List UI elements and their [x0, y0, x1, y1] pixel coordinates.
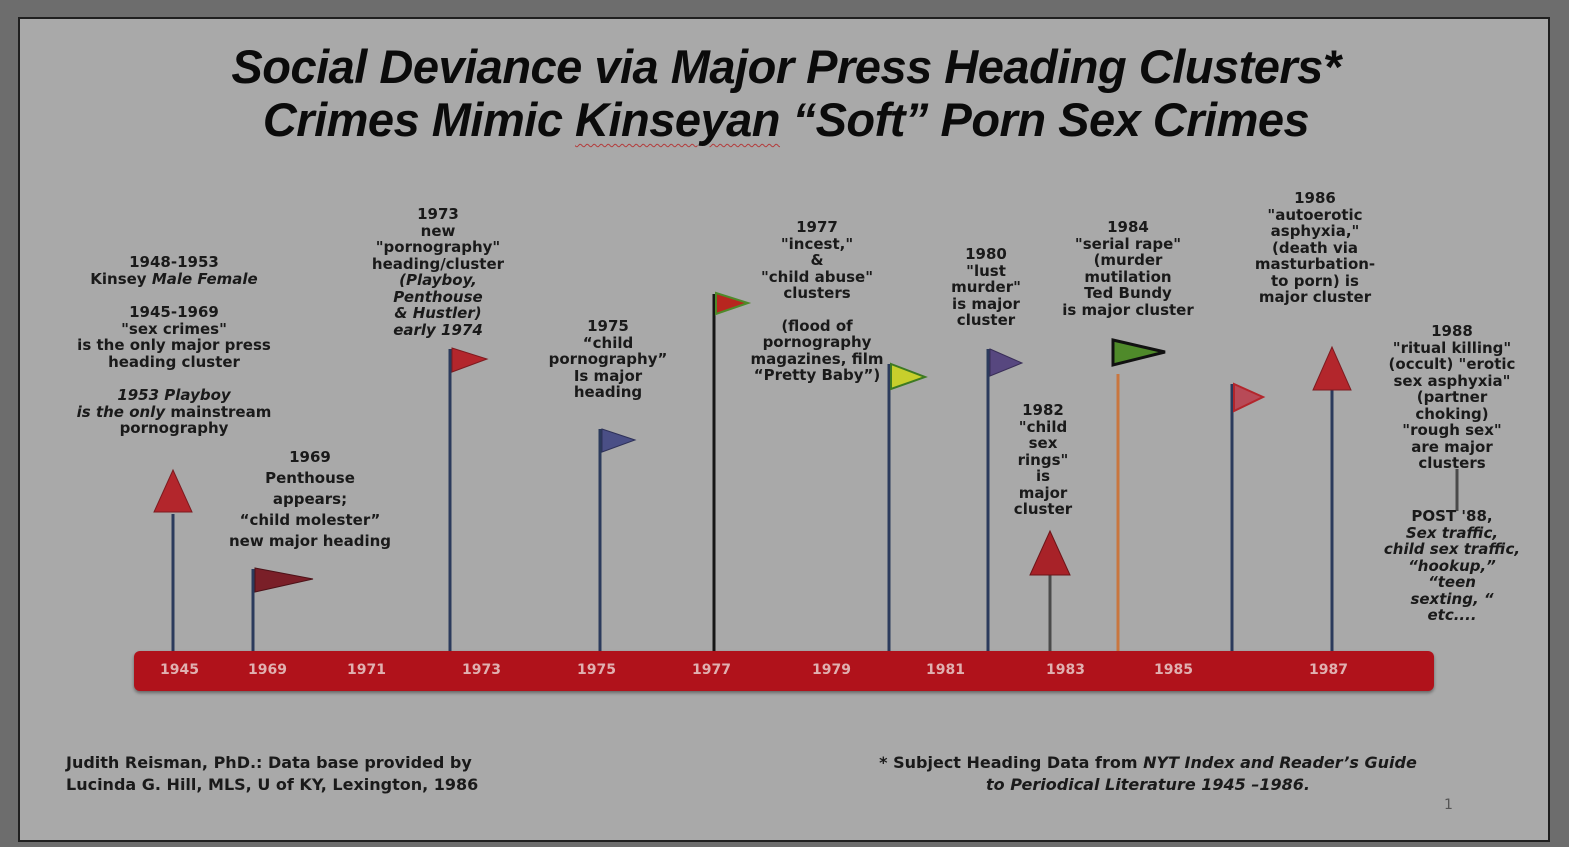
label-1977: 1977 "incest," & "child abuse" clusters (flood of pornography magazines, film “Pretty Baby”)	[750, 218, 884, 384]
label-1988: 1988 "ritual killing" (occult) "erotic sex asphyxia" (partner choking) "rough sex" are major clusters	[1388, 322, 1516, 472]
title-line-2: Crimes Mimic Kinseyan “Soft” Porn Sex Crimes	[262, 93, 1310, 146]
label-1984: 1984 "serial rape" (murder mutilation Ted Bundy is major cluster	[1062, 218, 1194, 319]
tick-1981: 1981	[926, 662, 965, 678]
tick-1979: 1979	[812, 662, 851, 678]
footer-credit: Judith Reisman, PhD.: Data base provided by Lucinda G. Hill, MLS, U of KY, Lexington, 1986	[66, 753, 479, 794]
footer-source: * Subject Heading Data from NYT Index and Reader’s Guide to Periodical Literature 1945 –1986.	[879, 753, 1417, 794]
label-post-88: POST '88, Sex traffic, child sex traffic, “hookup,” “teen sexting, “ etc....	[1383, 507, 1521, 624]
label-1969: 1969 Penthouse appears; “child molester” new major heading	[228, 448, 392, 550]
flag-1981	[990, 349, 1022, 376]
label-1973: 1973 new "pornography" heading/cluster (Playboy, Penthouse & Hustler) early 1974	[371, 205, 505, 339]
label-playboy: 1953 Playboy is the only mainstream pornography	[76, 386, 272, 437]
flag-1986	[1234, 384, 1263, 411]
label-1982: 1982 "child sex rings" is major cluster	[1013, 401, 1073, 518]
timeline-bar	[134, 651, 1434, 691]
label-1986: 1986 "autoerotic asphyxia," (death via masturbation- to porn) is major cluster	[1254, 189, 1376, 306]
tick-1987: 1987	[1309, 662, 1348, 678]
flag-1975	[602, 429, 635, 452]
title-line-1: Social Deviance via Major Press Heading Clusters*	[231, 40, 1341, 93]
label-kinsey: 1948-1953 Kinsey Male Female	[90, 253, 258, 288]
flag-1973	[452, 348, 487, 372]
tick-1983: 1983	[1046, 662, 1085, 678]
tick-1945: 1945	[160, 662, 199, 678]
page-number: 1	[1444, 797, 1453, 813]
triangle-marker-1945	[154, 470, 192, 512]
triangle-marker-1983	[1030, 531, 1070, 575]
tick-1969: 1969	[248, 662, 287, 678]
tick-1973: 1973	[462, 662, 501, 678]
tick-1977: 1977	[692, 662, 731, 678]
tick-1985: 1985	[1154, 662, 1193, 678]
flag-1969	[255, 568, 313, 592]
label-1980: 1980 "lust murder" is major cluster	[951, 245, 1021, 329]
tick-1975: 1975	[577, 662, 616, 678]
label-sex-crimes: 1945-1969 "sex crimes" is the only major press heading cluster	[77, 303, 271, 371]
triangle-marker-1987	[1313, 347, 1351, 390]
tick-1971: 1971	[347, 662, 386, 678]
flag-1984	[1113, 340, 1165, 365]
slide	[18, 17, 1550, 842]
label-1975: 1975 “child pornography” Is major heading	[548, 317, 668, 401]
